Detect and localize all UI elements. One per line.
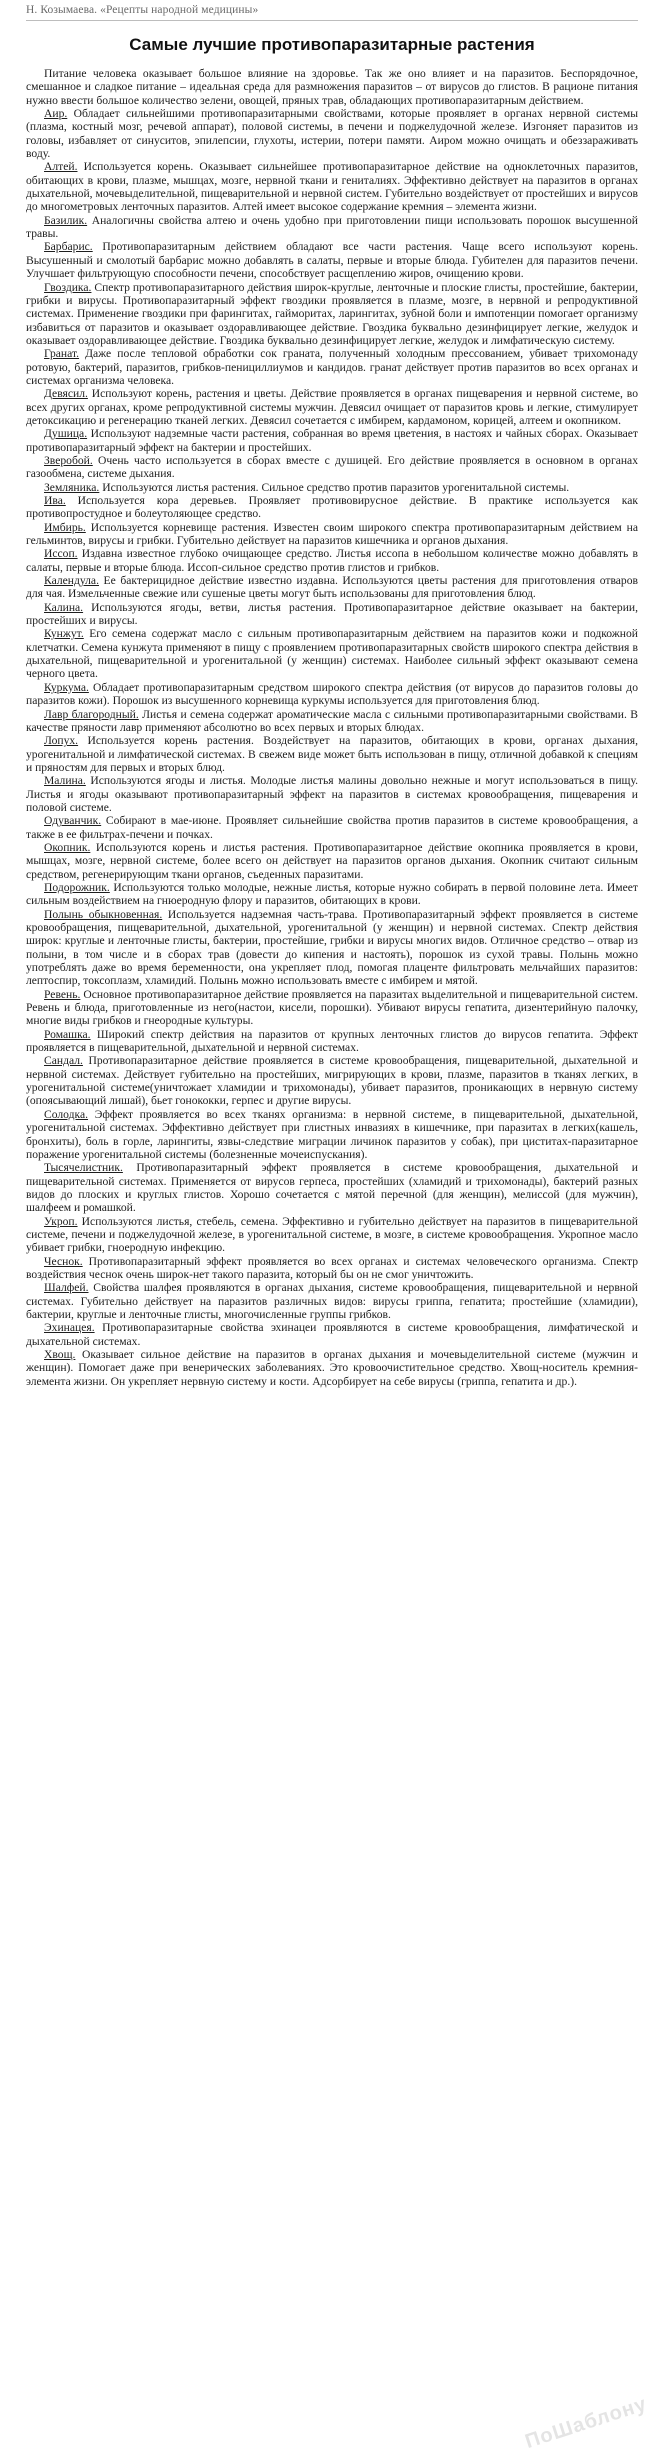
- plant-entry: [26, 708, 638, 735]
- plant-entry: [26, 387, 638, 427]
- plant-entry: [26, 1321, 638, 1348]
- plant-description: Противопаразитарный эффект проявляется во всех органах и системах человеческого организма. Спектр воздействия чеснок очень широк-нет такого паразита, который бы он не смог уничтожить.: [26, 1254, 638, 1281]
- watermark-logo: ПоШаблону: [523, 2393, 651, 2454]
- plant-description: Используется корень растения. Воздействует на паразитов, обитающих в крови, органах дыхания, урогенитальной и лимфатической системах. В свежем виде может быть использован в пищу, отличной добавкой к специям и пряностям для первых и вторых блюд.: [26, 734, 638, 774]
- plant-entry: [26, 814, 638, 841]
- plant-name: Чеснок.: [44, 1254, 83, 1268]
- plant-entry: [26, 240, 638, 280]
- plant-entry: [26, 681, 638, 708]
- plant-entries: [26, 107, 638, 1388]
- plant-name: Девясил.: [44, 387, 88, 401]
- plant-name: Базилик.: [44, 213, 88, 227]
- plant-description: Эффект проявляется во всех тканях организма: в нервной системе, в пищеварительной, дыхательной, урогенитальной системах. Эффективно действует при глистных инвазиях в кишечнике, при паразитах в легких(кашель, бронхиты), боль в горле, ларингиты, язвы-следствие миграции личинок паразитов у собак), при циститах-паразитарное поражение урогенитальной системы (болезненные мочеиспускания).: [26, 1107, 638, 1161]
- plant-entry: [26, 627, 638, 680]
- plant-description: Основное противопаразитарное действие проявляется на паразитах выделительной и пищеварительной систем. Ревень и блюда, приготовленные из него(настои, кисели, порошки). Убивают вирусы гепатита, дизентерийную палочку, многие виды грибков и гнеородные культуры.: [26, 987, 638, 1028]
- plant-entry: [26, 734, 638, 774]
- plant-name: Ромашка.: [44, 1027, 91, 1041]
- plant-description: Противопаразитарное действие проявляется в системе кровообращения, пищеварительной, дыхательной и нервной системах. Действует губительно на простейших, мигрирующих в крови, плазме, паразитов в тканях легких, в урогенитальной системе(уничтожает хламидии и трихомонады), убивает паразитов, проникающих в нервную систему (опоясывающий лишай), бьет гонококки, герпес и другие вирусы.: [26, 1054, 638, 1108]
- plant-description: Издавна известное глубоко очищающее средство. Листья иссопа в небольшом количестве можно добавлять в салаты, первые и вторые блюда. Иссоп-сильное средство против глистов и грибков.: [26, 547, 638, 574]
- plant-entry: [26, 774, 638, 814]
- plant-description: Оказывает сильное действие на паразитов в органах дыхания и мочевыделительной системе (мужчин и женщин). Помогает даже при венерических заболеваниях. Это кровоочистительное средство. Хвощ-носитель кремния-элемента жизни. Он укрепляет нервную систему и кости. Адсорбирует на себе вирусы (гриппа, гепатита и др.).: [26, 1348, 638, 1388]
- plant-description: Используют надземные части растения, собранная во время цветения, в настоях и чайных сборах. Оказывает противопаразитарный эффект на бактерии и простейших.: [26, 427, 638, 454]
- plant-description: Используются листья растения. Сильное средство против паразитов урогенитальной системы.: [99, 480, 570, 494]
- article-title: Самые лучшие противопаразитарные растения: [129, 35, 535, 54]
- plant-description: Свойства шалфея проявляются в органах дыхания, системе кровообращения, пищеварительной и нервной системах. Губительно действует на паразитов различных видов: вирусы гриппа, гепатита; простейшие (хламидии), бактерии, круглые и ленточные глисты, многочисленные группы грибков.: [26, 1281, 638, 1321]
- plant-name: Алтей.: [44, 160, 78, 174]
- plant-entry: [26, 841, 638, 881]
- plant-entry: [26, 1054, 638, 1107]
- plant-name: Малина.: [44, 774, 86, 788]
- plant-description: Используется кора деревьев. Проявляет противовирусное действие. В практике используется как противопростудное и болеутоляющее средство.: [26, 494, 638, 521]
- plant-name: Иссоп.: [44, 547, 78, 561]
- plant-entry: [26, 1108, 638, 1161]
- plant-entry: [26, 107, 638, 160]
- plant-description: Обладает противопаразитарным средством широкого спектра действия (от вирусов до паразитов головы до паразитов кожи). Порошок из высушенного корневища куркумы используется для приготовления блюд.: [26, 680, 638, 708]
- plant-description: Противопаразитарные свойства эхинацеи проявляются в системе кровообращения, лимфатической и дыхательной системах.: [26, 1321, 638, 1348]
- plant-name: Солодка.: [44, 1107, 89, 1121]
- plant-description: Используются только молодые, нежные листья, которые нужно собирать в первой половине лета. Имеет сильным воздействием на гнюеродную флору и паразитов, обитающих в крови.: [26, 880, 638, 908]
- plant-name: Подорожник.: [44, 880, 110, 894]
- plant-entry: [26, 881, 638, 908]
- plant-description: Листья и семена содержат ароматические масла с сильными противопаразитарными свойствами. В качестве пряности лавр применяют абсолютно во всех первых и вторых блюдах.: [26, 707, 638, 734]
- plant-entry: [26, 1255, 638, 1282]
- plant-name: Куркума.: [44, 680, 89, 694]
- plant-entry: [26, 281, 638, 348]
- plant-name: Имбирь.: [44, 520, 86, 534]
- plant-description: Используется корневище растения. Известен своим широкого спектра противопаразитарным действием на гельминтов, вирусы и грибки. Губительно действует на паразитов кишечника и органов дыхания.: [26, 520, 638, 548]
- plant-name: Аир.: [44, 107, 68, 121]
- plant-entry: [26, 481, 638, 494]
- plant-entry: [26, 521, 638, 548]
- plant-description: Аналогичны свойства алтею и очень удобно при приготовлении пищи использовать порошок высушенной травы.: [26, 213, 638, 241]
- plant-description: Противопаразитарным действием обладают все части растения. Чаще всего используют корень. Высушенный и смолотый барбарис можно добавлять в салаты, первые и вторые блюда. Губителен для паразитов печени. Улучшает фильтрующую способности печени, способствует расщеплению жиров, очищению крови.: [26, 240, 638, 281]
- plant-name: Калина.: [44, 600, 84, 614]
- plant-description: Спектр противопаразитарного действия широк-круглые, ленточные и плоские глисты, простейшие, бактерии, грибки и вирусы. Противопаразитарный эффект гвоздики проявляется в плазме, мозге, в нервной и репродуктивной системах. Применение гвоздики при фарингитах, гайморитах, ларингитах, зубной боли и импотенции помогает организму избавиться от паразитов и оказывает оздоравливающее действие. Гвоздика буквально дезинфицирует легкие, желудок и оказывает оздоравливающее действие. Гвоздика буквально дезинфицирует легкие, желудок и лимфатическую систему.: [26, 280, 638, 347]
- plant-entry: [26, 1215, 638, 1255]
- plant-name: Кунжут.: [44, 627, 84, 641]
- plant-name: Зверобой.: [44, 453, 93, 467]
- plant-name: Эхинацея.: [44, 1321, 95, 1335]
- plant-name: Ревень.: [44, 987, 81, 1001]
- plant-entry: [26, 988, 638, 1028]
- plant-name: Гранат.: [44, 347, 80, 361]
- plant-description: Его семена содержат масло с сильным противопаразитарным действием на паразитов кожи и подкожной клетчатки. Семена кунжута применяют в пищу с проявлением противопаразитарных свойств широкого спектра действия в дыхательной, пищеварительной и урогенитальной (у женщин) системах. Наиболее сильный эффект оказывают семена черного цвета.: [26, 627, 638, 681]
- plant-name: Окопник.: [44, 840, 91, 854]
- plant-description: Очень часто используется в сборах вместе с душицей. Его действие проявляется в основном в органах газообмена, системе дыхания.: [26, 453, 638, 481]
- plant-name: Шалфей.: [44, 1281, 89, 1295]
- plant-entry: [26, 454, 638, 481]
- plant-description: Обладает сильнейшими противопаразитарными свойствами, которые проявляет в органах нервной системы (плазма, костный мозг, речевой аппарат), половой системы, в печени и поджелудочной железе. Изгоняет паразитов из головы, избавляет от синуситов, эпилепсии, глухоты, истерии, потери памяти. Аиром можно очищать и обеззараживать воду.: [26, 107, 638, 161]
- plant-name: Тысячелистник.: [44, 1161, 123, 1175]
- plant-description: Ее бактерицидное действие известно издавна. Используются цветы растения для приготовления отваров для чая. Измельченные свежие или сушеные цветы могут быть использованы для приготовления блюд.: [26, 574, 638, 601]
- plant-description: Противопаразитарный эффект проявляется в системе кровообращения, дыхательной и пищеварительной системах. Применяется от вирусов герпеса, простейших (хламидий и трихомонады), бактерий разных видов до плоских и круглых глистов. Хорошо сочетается с мятой перечной (для женщин), мелиссой (для мужчин), шалфеем и ромашкой.: [26, 1161, 638, 1215]
- plant-description: Используются ягоды, ветви, листья растения. Противопаразитарное действие оказывает на бактерии, простейших и вирусы.: [26, 600, 638, 628]
- plant-entry: [26, 601, 638, 628]
- plant-name: Календула.: [44, 574, 99, 588]
- plant-entry: [26, 574, 638, 601]
- plant-name: Барбарис.: [44, 240, 93, 254]
- plant-entry: [26, 1161, 638, 1214]
- plant-description: Используется корень. Оказывает сильнейшее противопаразитарное действие на одноклеточных паразитов, обитающих в крови, плазме, мышцах, мозге, нервной ткани и гениталиях. Эффективно действует на паразитов в органах дыхательной, мочевыделительной, пищеварительной и нервной систем. Губительно воздействует от простейших и вирусов до многометровых ленточных паразитов. Алтей имеет высокое содержание кремния – элемента жизни.: [26, 160, 638, 214]
- plant-name: Сандал.: [44, 1054, 83, 1068]
- plant-description: Используются корень и листья растения. Противопаразитарное действие окопника проявляется в крови, мышцах, мозге, нервной системе, более всего он действует на паразитов органов дыхания. Окопник считают сильным средством, регенерирующим ткани органов, съеденных паразитами.: [26, 840, 638, 881]
- plant-name: Одуванчик.: [44, 814, 102, 828]
- plant-entry: [26, 908, 638, 988]
- plant-entry: [26, 1281, 638, 1321]
- plant-name: Земляника.: [44, 480, 100, 494]
- plant-name: Лавр благородный.: [44, 707, 139, 721]
- plant-name: Полынь обыкновенная.: [44, 907, 163, 921]
- plant-entry: [26, 160, 638, 213]
- plant-entry: [26, 427, 638, 454]
- plant-entry: [26, 347, 638, 387]
- plant-description: Используются листья, стебель, семена. Эффективно и губительно действует на паразитов в пищеварительной системе, печени и поджелудочной железе, в урогенитальной системе, в мозге, в системе кровообращения. Укропное масло убивает грибки, гноеродную инфекцию.: [26, 1214, 638, 1255]
- plant-entry: [26, 1348, 638, 1388]
- running-head: Н. Козымаева. «Рецепты народной медицины»: [26, 0, 638, 21]
- plant-entry: [26, 214, 638, 241]
- plant-description: Собирают в мае-июне. Проявляет сильнейшие свойства против паразитов в системе кровообращения, а также в ее фильтрах-печени и почках.: [26, 814, 638, 841]
- plant-description: Используют корень, растения и цветы. Действие проявляется в органах пищеварения и нервной системе, во всех других органах, кроме репродуктивной системы мужчин. Девясил очищает от паразитов кровь и легкие, стимулирует детоксикацию и регенерацию тканей легких. Девясил сочетается с имбирем, кардамоном, корицей, алтеем и окопником.: [26, 387, 638, 427]
- plant-name: Душица.: [44, 427, 88, 441]
- plant-name: Хвощ.: [44, 1348, 76, 1361]
- plant-entry: [26, 547, 638, 574]
- plant-name: Лопух.: [44, 734, 79, 748]
- plant-description: Используется надземная часть-трава. Противопаразитарный эффект проявляется в системе кровообращения, пищеварительной, дыхательной, урогенитальной (у женщин) и нервной системах. Спектр действия широк: круглые и ленточные глисты, бактерии, простейшие, грибки и вирусы многих видов. Отличное средство – отвар из полыни, в том числе и в сборах трав (довести до кипения и настоять), порошок из сухой травы. Полынь можно употреблять даже во время беременности, она укрепляет плод, помогая плаценте фильтровать мельчайших паразитов: лептоспир, токсоплазм, хламидий. Полынь можно использовать вместе с имбирем и мятой.: [26, 907, 638, 988]
- plant-description: Даже после тепловой обработки сок граната, полученный холодным прессованием, убивает трихомонаду ротовую, бактерий, паразитов, грибков-пенициллиумов и кандидов. гранат действует против паразитов во всех органах и системах организма человека.: [26, 347, 638, 387]
- plant-name: Гвоздика.: [44, 280, 92, 294]
- plant-entry: [26, 1028, 638, 1055]
- plant-name: Ива.: [44, 494, 66, 507]
- intro-paragraph: Питание человека оказывает большое влияние на здоровье. Так же оно влияет и на паразитов. Беспорядочное, смешанное и сладкое питание – идеальная среда для размножения паразитов – от вирусов до глистов. В рационе питания нужно ввести большое количество зелени, овощей, пряных трав, обладающих противопаразитарным действием.: [26, 67, 638, 107]
- plant-name: Укроп.: [44, 1214, 78, 1228]
- article-body: [26, 67, 638, 1388]
- plant-description: Широкий спектр действия на паразитов от крупных ленточных глистов до вирусов гепатита. Эффект проявляется в пищеварительной, дыхательной и нервной системах.: [26, 1027, 638, 1055]
- plant-description: Используются ягоды и листья. Молодые листья малины довольно нежные и могут использоваться в пищу. Листья и ягоды оказывают противопаразитарный эффект на паразитов в системах кровообращения, пищеварения и половой системе.: [26, 774, 638, 814]
- plant-entry: [26, 494, 638, 521]
